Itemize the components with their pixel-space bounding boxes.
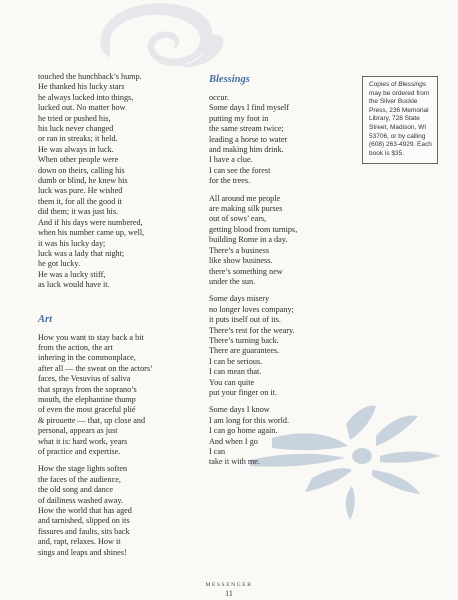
ordering-info-box bbox=[362, 76, 438, 164]
poem-line: what it is: hard work, years bbox=[38, 436, 128, 446]
section-heading-blessings: Blessings bbox=[209, 74, 250, 85]
poem-stanza bbox=[38, 464, 188, 558]
poem-line: of even the most graceful plié bbox=[38, 405, 136, 415]
section-heading-art: Art bbox=[38, 313, 53, 325]
poem-line: lucked out. No matter how bbox=[38, 103, 126, 113]
poem-line: I can see the forest bbox=[209, 165, 271, 175]
poem-line: he got lucky. bbox=[38, 259, 80, 269]
poem-line: There’s a business bbox=[209, 245, 270, 255]
book-title: Blessings bbox=[398, 81, 427, 88]
poem-line: dumb or blind, he knew his bbox=[38, 176, 128, 186]
poem-line: There are guarantees. bbox=[209, 346, 280, 356]
poem-line: leading a horse to water bbox=[209, 134, 288, 144]
poem-line: How the stage lights soften bbox=[38, 464, 128, 474]
poem-line: Some days I find myself bbox=[209, 103, 290, 113]
poem-stanza bbox=[209, 93, 359, 187]
poem-line: luck was a lady that night; bbox=[38, 248, 125, 258]
poem-line: And if his days were numbered, bbox=[38, 217, 143, 227]
poem-line: & pirouette — that, up close and bbox=[38, 415, 146, 425]
poem-line: I can mean that. bbox=[209, 367, 262, 377]
poem-line: I am long for this world. bbox=[209, 415, 290, 425]
poem-line: mouth, the elephantine thump bbox=[38, 394, 136, 404]
poem-line: from the action, the art bbox=[38, 342, 113, 352]
poem-stanza bbox=[209, 194, 359, 288]
middle-column bbox=[209, 74, 359, 475]
poem-line: of practice and expertise. bbox=[38, 447, 121, 456]
page-footer bbox=[0, 582, 458, 599]
poem-line: And when I go bbox=[209, 436, 258, 446]
poem-line: them it, for all the good it bbox=[38, 196, 122, 206]
poem-line: after all — the sweat on the actors’ bbox=[38, 363, 153, 373]
poem-line: inhering in the commonplace, bbox=[38, 353, 136, 363]
poem-line: faces, the Vesuvius of saliva bbox=[38, 374, 131, 384]
poem-line: when his number came up, well, bbox=[38, 228, 145, 238]
swirl-ornament-icon bbox=[100, 3, 223, 67]
poem-line: personal, appears as just bbox=[38, 426, 118, 436]
poem-line: take it with me. bbox=[209, 457, 260, 467]
poem-line: Some days misery bbox=[209, 294, 270, 304]
poem-line: of dailiness washed away. bbox=[38, 495, 123, 505]
poem-line: he tried or pushed his, bbox=[38, 113, 111, 123]
poem-line: There’s turning back. bbox=[209, 335, 279, 345]
poem-line: You can quite bbox=[209, 377, 255, 387]
poem-line: for the trees. bbox=[209, 176, 251, 186]
poem-line: I can be serious. bbox=[209, 356, 263, 366]
poem-line: Some days I know bbox=[209, 405, 270, 415]
poem-line: How you want to stay back a bit bbox=[38, 332, 144, 342]
left-column bbox=[38, 72, 188, 565]
page-number: 11 bbox=[225, 589, 233, 598]
poem-line: the faces of the audience, bbox=[38, 474, 121, 484]
poem-line: occur. bbox=[209, 93, 229, 102]
poem-line: putting my foot in bbox=[209, 113, 269, 123]
poem-line: the old song and dance bbox=[38, 485, 114, 495]
poem-line: as luck would have it. bbox=[38, 280, 110, 290]
poem-line: and tarnished, slipped on its bbox=[38, 516, 130, 526]
poem-line: fissures and faults, sits back bbox=[38, 526, 130, 536]
poem-line: that sprays from the soprano’s bbox=[38, 384, 137, 394]
poem-line: building Rome in a day. bbox=[209, 235, 288, 245]
poem-line: under the sun. bbox=[209, 276, 256, 286]
poem-line: All around me people bbox=[209, 193, 281, 203]
poem-line: did them; it was just his. bbox=[38, 207, 119, 217]
poem-line: I can go home again. bbox=[209, 426, 278, 436]
poem-line: out of sows’ ears, bbox=[209, 214, 267, 224]
poem-line: it was his lucky day; bbox=[38, 238, 106, 248]
ordering-info-text-end: may be ordered from the Silver Buckle Press, 236 Memorial Library, 728 State Street, Madison, WI 53706, or by calling (608) 263-4929. Each book is $35. bbox=[369, 89, 432, 157]
magazine-name: MESSENGER bbox=[205, 582, 253, 588]
poem-line: it puts itself out of its. bbox=[209, 315, 281, 325]
poem-line: no longer loves company; bbox=[209, 304, 294, 314]
poem-line: There’s rest for the weary. bbox=[209, 325, 295, 335]
poem-stanza bbox=[38, 72, 188, 291]
poem-line: and, rapt, relaxes. How it bbox=[38, 537, 121, 547]
poem-line: I can bbox=[209, 447, 226, 456]
poem-stanza bbox=[209, 294, 359, 398]
poem-line: and making him drink. bbox=[209, 145, 284, 155]
poem-line: the same stream twice; bbox=[209, 124, 284, 134]
poem-stanza bbox=[209, 405, 359, 467]
poem-line: He thanked his lucky stars bbox=[38, 82, 125, 92]
poem-line: put your finger on it. bbox=[209, 387, 277, 397]
poem-line: like show business. bbox=[209, 256, 273, 266]
poem-line: sings and leaps and shines! bbox=[38, 547, 127, 557]
poem-line: He was a lucky stiff, bbox=[38, 269, 106, 279]
poem-line: How the world that has aged bbox=[38, 506, 132, 516]
poem-line: touched the hunchback’s hump. bbox=[38, 72, 142, 81]
poem-stanza bbox=[38, 333, 188, 458]
ordering-info-text-start: Copies of bbox=[369, 81, 399, 88]
poem-line: are making silk purses bbox=[209, 204, 283, 214]
poem-line: getting blood from turnips, bbox=[209, 224, 298, 234]
poem-line: or ran in streaks; it held. bbox=[38, 134, 118, 144]
poem-line: down on theirs, calling his bbox=[38, 165, 125, 175]
poem-line: his luck never changed bbox=[38, 124, 114, 134]
poem-line: he always lucked into things, bbox=[38, 92, 134, 102]
poem-line: When other people were bbox=[38, 155, 119, 165]
poem-line: I have a clue. bbox=[209, 155, 253, 165]
poem-line: there’s something new bbox=[209, 266, 283, 276]
poem-line: luck was pure. He wished bbox=[38, 186, 123, 196]
poem-line: He was always in luck. bbox=[38, 144, 114, 154]
